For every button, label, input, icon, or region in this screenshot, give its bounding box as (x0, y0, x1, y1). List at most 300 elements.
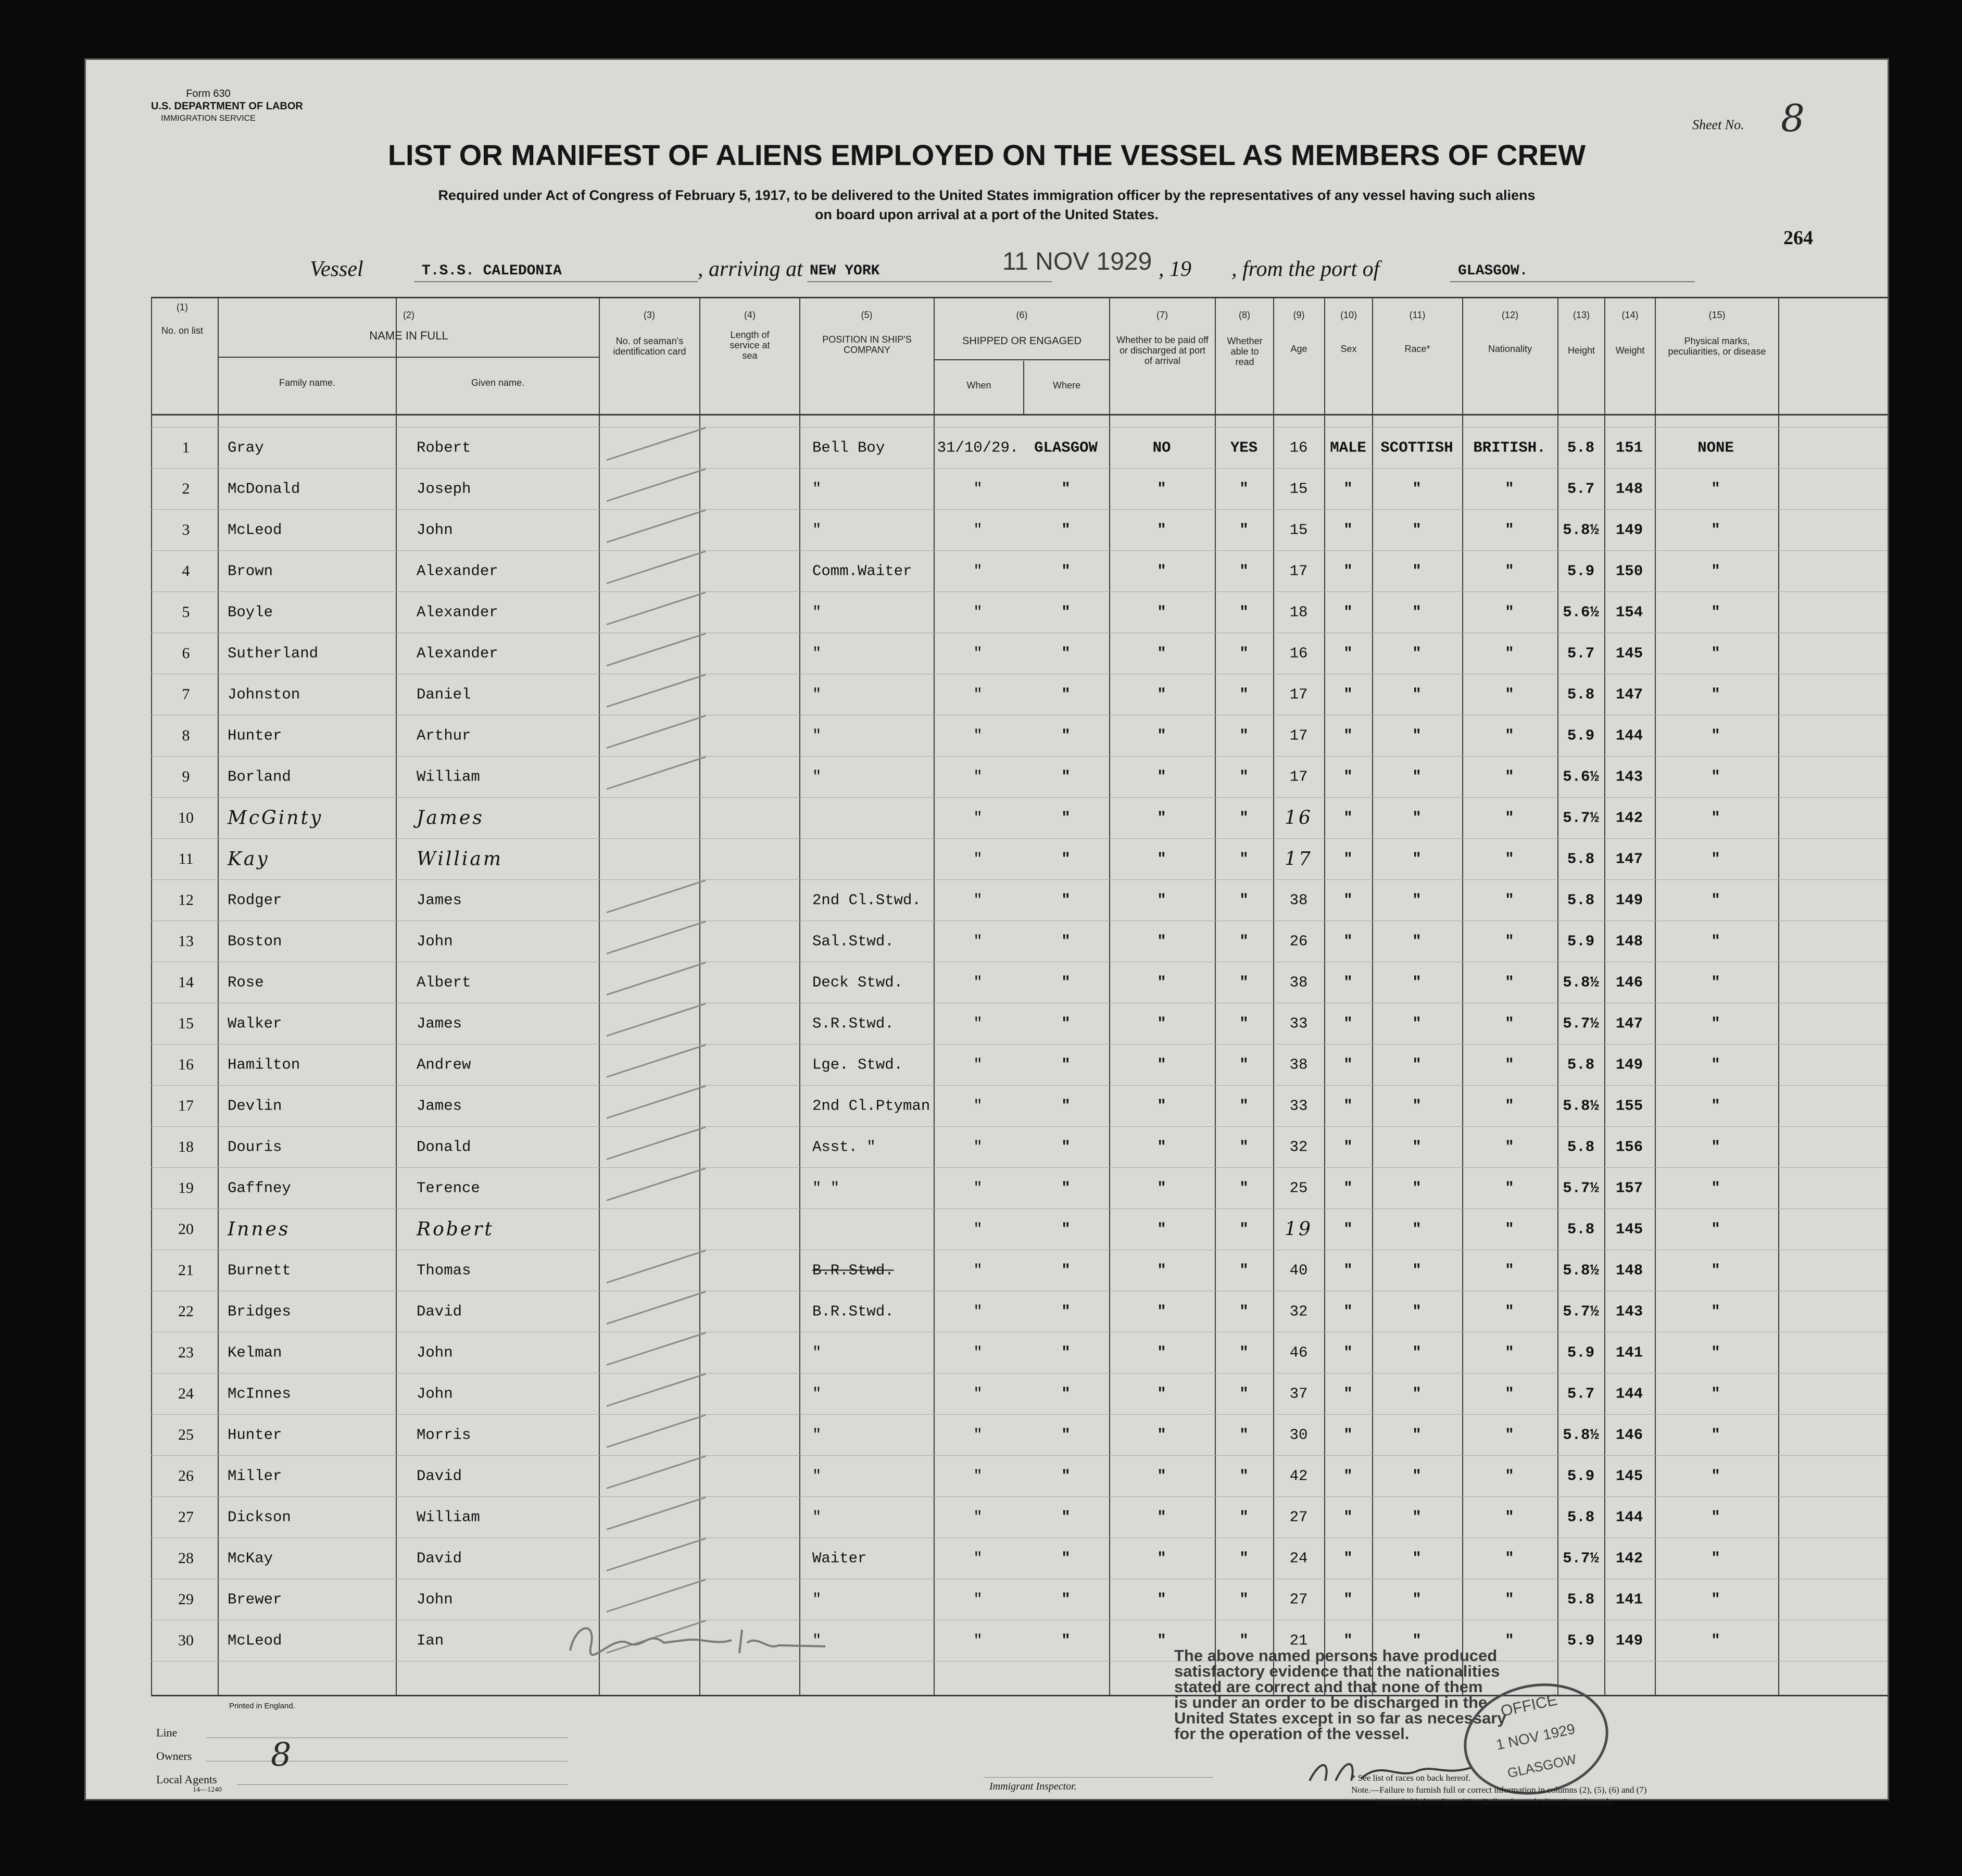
cell-age: 19 (1285, 1218, 1313, 1240)
year-label: , 19 (1159, 257, 1191, 281)
cell-paid: " (1157, 603, 1166, 621)
cell-given: Alexander (417, 645, 498, 662)
cell-height: 5.7½ (1563, 1179, 1599, 1197)
cell-marks: " (1711, 1508, 1720, 1526)
cell-position: Comm.Waiter (812, 562, 912, 580)
col-header-age: Age (1290, 344, 1307, 354)
cell-family: Johnston (228, 686, 300, 703)
cell-height: 5.8 (1567, 439, 1595, 457)
cell-read: " (1239, 891, 1249, 909)
cell-marks: " (1711, 727, 1720, 745)
cell-family: Gray (228, 439, 264, 457)
cell-read: " (1239, 562, 1249, 580)
id-card-check-mark (607, 756, 706, 790)
cell-race: " (1412, 1344, 1422, 1362)
cell-read: " (1239, 645, 1249, 662)
cell-height: 5.8½ (1563, 1426, 1599, 1444)
cell-sex: " (1343, 562, 1353, 580)
cell-read: " (1239, 480, 1249, 498)
cell-weight: 145 (1615, 645, 1643, 662)
cell-nat: " (1505, 974, 1514, 991)
cell-marks: " (1711, 1056, 1720, 1074)
cell-paid: " (1157, 521, 1166, 539)
cell-nat: " (1505, 1138, 1514, 1156)
cell-paid: " (1157, 1138, 1166, 1156)
cell-race: " (1412, 480, 1422, 498)
cell-sex: MALE (1330, 439, 1366, 457)
cell-nat: " (1505, 562, 1514, 580)
cell-when: " (973, 727, 983, 745)
cell-position: " (812, 727, 822, 745)
cell-when: " (973, 645, 983, 662)
cell-race: " (1412, 809, 1422, 827)
cell-when: " (973, 1179, 983, 1197)
cell-no: 17 (178, 1097, 194, 1114)
cell-nat: " (1505, 1097, 1514, 1115)
cell-where: " (1061, 1467, 1071, 1485)
cell-race: " (1412, 1056, 1422, 1074)
cell-nat: " (1505, 1262, 1514, 1279)
cell-sex: " (1343, 933, 1353, 950)
cell-no: 28 (178, 1550, 194, 1567)
cell-family: Sutherland (228, 645, 319, 662)
cell-position: B.R.Stwd. (812, 1303, 894, 1320)
cell-no: 11 (178, 850, 194, 867)
cell-age: 46 (1289, 1344, 1308, 1362)
cell-no: 21 (178, 1262, 194, 1279)
stamp-city-text: GLASGOW (1506, 1751, 1578, 1781)
cell-height: 5.9 (1567, 1467, 1595, 1485)
cell-family: Miller (228, 1467, 282, 1485)
id-card-check-mark (607, 468, 706, 502)
cell-where: " (1061, 1632, 1071, 1650)
cell-height: 5.9 (1567, 727, 1595, 745)
cell-weight: 145 (1615, 1220, 1643, 1238)
cell-when: " (973, 480, 983, 498)
cell-given: Robert (417, 1218, 494, 1240)
cell-sex: " (1343, 1550, 1353, 1567)
cell-where: " (1061, 1220, 1071, 1238)
cell-nat: " (1505, 850, 1514, 868)
cell-sex: " (1343, 645, 1353, 662)
cell-read: YES (1230, 439, 1258, 457)
cell-family: Devlin (228, 1097, 282, 1115)
cell-marks: " (1711, 1303, 1720, 1320)
department-name: U.S. DEPARTMENT OF LABOR (151, 100, 303, 112)
cell-no: 30 (178, 1632, 194, 1649)
cell-family: Dickson (228, 1508, 291, 1526)
cell-read: " (1239, 1138, 1249, 1156)
cell-weight: 143 (1615, 1303, 1643, 1320)
cell-where: " (1061, 1426, 1071, 1444)
cell-where: " (1061, 768, 1071, 786)
cell-weight: 156 (1615, 1138, 1643, 1156)
cell-paid: " (1157, 1550, 1166, 1567)
cell-where: " (1061, 686, 1071, 703)
cell-age: 33 (1289, 1015, 1308, 1033)
cell-age: 27 (1289, 1591, 1308, 1608)
cell-height: 5.7½ (1563, 1303, 1599, 1320)
cell-read: " (1239, 1385, 1249, 1403)
cell-marks: " (1711, 1426, 1720, 1444)
cell-sex: " (1343, 1097, 1353, 1115)
col-header-when: When (966, 380, 991, 391)
cell-position: Bell Boy (812, 439, 885, 457)
cell-marks: " (1711, 1344, 1720, 1362)
certification-line: satisfactory evidence that the nationalities (1174, 1662, 1500, 1680)
cell-family: Borland (228, 768, 291, 786)
cell-where: " (1061, 480, 1071, 498)
cell-family: Rose (228, 974, 264, 991)
cell-paid: " (1157, 1508, 1166, 1526)
cell-race: " (1412, 1097, 1422, 1115)
cell-no: 12 (178, 891, 194, 909)
cell-where: " (1061, 809, 1071, 827)
cell-position: 2nd Cl.Stwd. (812, 891, 921, 909)
vessel-label: Vessel (310, 257, 363, 281)
cell-no: 2 (182, 480, 190, 497)
cell-read: " (1239, 1632, 1249, 1650)
cell-sex: " (1343, 1591, 1353, 1608)
cell-sex: " (1343, 1385, 1353, 1403)
cell-position: Lge. Stwd. (812, 1056, 903, 1074)
cell-read: " (1239, 933, 1249, 950)
col-num-4: (4) (744, 310, 756, 320)
cell-no: 6 (182, 645, 190, 662)
cell-given: David (417, 1550, 462, 1567)
cell-marks: " (1711, 1550, 1720, 1567)
id-card-check-mark (607, 921, 706, 954)
cell-sex: " (1343, 1138, 1353, 1156)
cell-given: Morris (417, 1426, 471, 1444)
cell-given: John (417, 933, 453, 950)
cell-paid: " (1157, 562, 1166, 580)
id-card-check-mark (607, 1496, 706, 1530)
cell-read: " (1239, 1591, 1249, 1608)
cell-weight: 144 (1615, 1508, 1643, 1526)
cell-marks: " (1711, 1591, 1720, 1608)
cell-given: Donald (417, 1138, 471, 1156)
cell-marks: " (1711, 1138, 1720, 1156)
form-code: 14—1240 (193, 1786, 222, 1794)
cell-age: 26 (1289, 933, 1308, 950)
cell-race: " (1412, 686, 1422, 703)
cell-height: 5.8½ (1563, 521, 1599, 539)
cell-height: 5.7 (1567, 645, 1595, 662)
cell-height: 5.6½ (1563, 603, 1599, 621)
cell-when: " (973, 1344, 983, 1362)
cell-position: Waiter (812, 1550, 867, 1567)
owners-label: Owners (156, 1749, 192, 1762)
col-num-8: (8) (1239, 310, 1250, 320)
cell-marks: " (1711, 603, 1720, 621)
cell-age: 25 (1289, 1179, 1308, 1197)
cell-race: " (1412, 1426, 1422, 1444)
cell-paid: " (1157, 480, 1166, 498)
cell-when: " (973, 603, 983, 621)
cell-race: " (1412, 1015, 1422, 1033)
cell-paid: " (1157, 1303, 1166, 1320)
id-card-check-mark (607, 427, 706, 461)
cell-paid: " (1157, 974, 1166, 991)
cell-when: " (973, 1262, 983, 1279)
cell-family: Innes (228, 1218, 291, 1240)
cell-race: " (1412, 933, 1422, 950)
cell-race: " (1412, 1303, 1422, 1320)
cell-given: Daniel (417, 686, 471, 703)
cell-no: 29 (178, 1591, 194, 1608)
cell-paid: " (1157, 1426, 1166, 1444)
cell-where: " (1061, 1097, 1071, 1115)
handwritten-owners-mark: 8 (271, 1735, 292, 1773)
col-num-11: (11) (1409, 310, 1426, 320)
cell-no: 5 (182, 603, 190, 621)
from-port-label: , from the port of (1231, 257, 1380, 281)
cell-no: 3 (182, 521, 190, 538)
cell-given: Robert (417, 439, 471, 457)
handwritten-signature (560, 1614, 831, 1664)
id-card-check-mark (607, 1003, 706, 1037)
id-card-check-mark (607, 633, 706, 666)
cell-no: 22 (178, 1303, 194, 1320)
certification-stamp (1174, 1648, 1506, 1742)
col-header-marks: Physical marks, peculiarities, or disease (1668, 336, 1766, 357)
cell-race: " (1412, 1508, 1422, 1526)
arrival-date-stamp: 11 NOV 1929 (1002, 248, 1152, 275)
cell-sex: " (1343, 1179, 1353, 1197)
id-card-check-mark (607, 509, 706, 543)
cell-marks: " (1711, 891, 1720, 909)
cell-nat: BRITISH. (1473, 439, 1546, 457)
subtitle-line-2: on board upon arrival at a port of the United States. (814, 207, 1159, 222)
cell-read: " (1239, 974, 1249, 991)
cell-nat: " (1505, 1467, 1514, 1485)
col-num-1: (1) (177, 302, 188, 312)
cell-marks: " (1711, 1385, 1720, 1403)
cell-family: Gaffney (228, 1179, 291, 1197)
cell-no: 18 (178, 1138, 194, 1155)
cell-nat: " (1505, 645, 1514, 662)
cell-read: " (1239, 1179, 1249, 1197)
cell-weight: 147 (1615, 686, 1643, 703)
certification-line: stated are correct and that none of them (1174, 1678, 1483, 1696)
cell-read: " (1239, 1344, 1249, 1362)
cell-read: " (1239, 603, 1249, 621)
cell-where: " (1061, 645, 1071, 662)
cell-paid: " (1157, 686, 1166, 703)
cell-nat: " (1505, 480, 1514, 498)
col-header-race: Race* (1404, 344, 1430, 354)
cell-position: Deck Stwd. (812, 974, 903, 991)
cell-family: McKay (228, 1550, 273, 1567)
certification-line: is under an order to be discharged in the (1174, 1693, 1488, 1711)
cell-sex: " (1343, 1220, 1353, 1238)
cell-read: " (1239, 1303, 1249, 1320)
id-card-check-mark (607, 1538, 706, 1571)
cell-no: 7 (182, 686, 190, 703)
cell-position: Sal.Stwd. (812, 933, 894, 950)
cell-weight: 149 (1615, 1632, 1643, 1650)
cell-where: " (1061, 974, 1071, 991)
cell-family: Boston (228, 933, 282, 950)
cell-nat: " (1505, 1015, 1514, 1033)
cell-no: 8 (182, 727, 190, 744)
cell-given: Joseph (417, 480, 471, 498)
cell-height: 5.9 (1567, 1344, 1595, 1362)
cell-race: " (1412, 562, 1422, 580)
cell-sex: " (1343, 891, 1353, 909)
cell-paid: " (1157, 768, 1166, 786)
cell-sex: " (1343, 686, 1353, 703)
cell-height: 5.7½ (1563, 1015, 1599, 1033)
cell-marks: " (1711, 1179, 1720, 1197)
cell-race: " (1412, 768, 1422, 786)
cell-weight: 149 (1615, 891, 1643, 909)
cell-weight: 142 (1615, 809, 1643, 827)
col-header-service: Length of service at sea (730, 330, 770, 361)
cell-sex: " (1343, 850, 1353, 868)
id-card-check-mark (607, 1414, 706, 1448)
cell-where: " (1061, 1591, 1071, 1608)
cell-when: " (973, 1015, 983, 1033)
cell-family: Boyle (228, 603, 273, 621)
cell-paid: " (1157, 1632, 1166, 1650)
cell-position: B.R.Stwd. (812, 1262, 894, 1279)
col-header-id-card: No. of seaman's identification card (613, 336, 686, 357)
cell-race: " (1412, 603, 1422, 621)
cell-age: 32 (1289, 1303, 1308, 1320)
cell-age: 37 (1289, 1385, 1308, 1403)
cell-given: James (417, 1015, 462, 1033)
id-card-check-mark (607, 1579, 706, 1613)
cell-age: 24 (1289, 1550, 1308, 1567)
cell-given: John (417, 1344, 453, 1362)
col-num-6: (6) (1016, 310, 1028, 320)
cell-paid: NO (1152, 439, 1171, 457)
cell-where: " (1061, 1303, 1071, 1320)
cell-nat: " (1505, 1426, 1514, 1444)
cell-sex: " (1343, 480, 1353, 498)
cell-position: " (812, 603, 822, 621)
certification-line: for the operation of the vessel. (1174, 1724, 1410, 1743)
cell-sex: " (1343, 1015, 1353, 1033)
cell-where: " (1061, 1056, 1071, 1074)
cell-paid: " (1157, 1056, 1166, 1074)
cell-sex: " (1343, 1467, 1353, 1485)
cell-no: 27 (178, 1508, 194, 1526)
cell-marks: " (1711, 1632, 1720, 1650)
cell-position: " (812, 1591, 822, 1608)
cell-where: " (1061, 1015, 1071, 1033)
cell-height: 5.6½ (1563, 768, 1599, 786)
cell-age: 17 (1289, 727, 1308, 745)
cell-race: " (1412, 1385, 1422, 1403)
service-name: IMMIGRATION SERVICE (161, 114, 256, 123)
cell-weight: 141 (1615, 1344, 1643, 1362)
cell-position: 2nd Cl.Ptyman (812, 1097, 930, 1115)
cell-read: " (1239, 1467, 1249, 1485)
col-header-position: POSITION IN SHIP'S COMPANY (822, 334, 912, 355)
cell-where: " (1061, 933, 1071, 950)
cell-read: " (1239, 1097, 1249, 1115)
cell-sex: " (1343, 1056, 1353, 1074)
cell-when: " (973, 686, 983, 703)
cell-race: " (1412, 1262, 1422, 1279)
cell-weight: 145 (1615, 1467, 1643, 1485)
cell-when: " (973, 1056, 983, 1074)
cell-age: 16 (1289, 645, 1308, 662)
cell-nat: " (1505, 1220, 1514, 1238)
cell-where: " (1061, 850, 1071, 868)
cell-when: " (973, 1385, 983, 1403)
cell-position: " (812, 1344, 822, 1362)
cell-position: " (812, 1385, 822, 1403)
cell-no: 26 (178, 1467, 194, 1484)
cell-where: " (1061, 1138, 1071, 1156)
cell-age: 17 (1289, 562, 1308, 580)
cell-read: " (1239, 1508, 1249, 1526)
cell-marks: " (1711, 809, 1720, 827)
cell-sex: " (1343, 1426, 1353, 1444)
cell-paid: " (1157, 850, 1166, 868)
cell-where: " (1061, 891, 1071, 909)
cell-read: " (1239, 1426, 1249, 1444)
cell-paid: " (1157, 1385, 1166, 1403)
cell-nat: " (1505, 727, 1514, 745)
cell-weight: 146 (1615, 1426, 1643, 1444)
col-header-read: Whether able to read (1227, 336, 1263, 367)
cell-age: 17 (1289, 686, 1308, 703)
cell-height: 5.7½ (1563, 1550, 1599, 1567)
subtitle-line-1: Required under Act of Congress of February 5, 1917, to be delivered to the United States immigration officer by the representatives of any vessel having such aliens (438, 187, 1536, 203)
cell-given: David (417, 1303, 462, 1320)
cell-age: 16 (1285, 807, 1313, 829)
cell-sex: " (1343, 1262, 1353, 1279)
cell-age: 38 (1289, 974, 1308, 991)
id-card-check-mark (607, 674, 706, 708)
cell-nat: " (1505, 1179, 1514, 1197)
cell-when: " (973, 891, 983, 909)
cell-position: " (812, 1508, 822, 1526)
cell-age: 15 (1289, 480, 1308, 498)
cell-given: William (417, 1508, 480, 1526)
cell-no: 1 (182, 439, 190, 456)
cell-marks: " (1711, 1220, 1720, 1238)
cell-age: 32 (1289, 1138, 1308, 1156)
col-num-12: (12) (1501, 310, 1518, 320)
cell-given: Thomas (417, 1262, 471, 1279)
cell-nat: " (1505, 768, 1514, 786)
cell-height: 5.8 (1567, 891, 1595, 909)
cell-weight: 142 (1615, 1550, 1643, 1567)
cell-paid: " (1157, 933, 1166, 950)
col-num-15: (15) (1708, 310, 1726, 320)
cell-when: " (973, 1467, 983, 1485)
cell-paid: " (1157, 1467, 1166, 1485)
cell-height: 5.9 (1567, 933, 1595, 950)
cell-family: Walker (228, 1015, 282, 1033)
cell-position: S.R.Stwd. (812, 1015, 894, 1033)
id-card-check-mark (607, 1250, 706, 1283)
id-card-check-mark (607, 1373, 706, 1407)
cell-height: 5.8 (1567, 686, 1595, 703)
cell-height: 5.8½ (1563, 1262, 1599, 1279)
cell-when: " (973, 1097, 983, 1115)
page-title: LIST OR MANIFEST OF ALIENS EMPLOYED ON THE VESSEL AS MEMBERS OF CREW (387, 139, 1586, 171)
cell-marks: " (1711, 645, 1720, 662)
cell-height: 5.8 (1567, 850, 1595, 868)
cell-no: 10 (178, 809, 194, 826)
